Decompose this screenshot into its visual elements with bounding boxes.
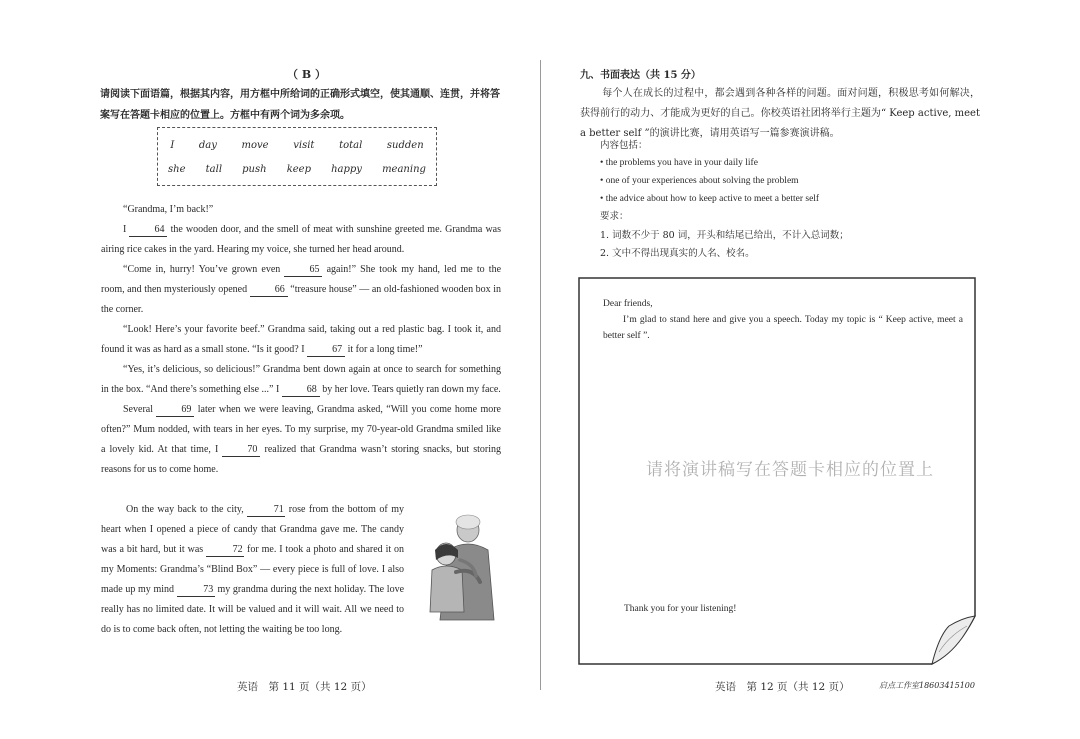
answer-sheet-notice: 请将演讲稿写在答题卡相应的位置上 <box>646 460 934 480</box>
blank-73: 73 <box>177 584 215 597</box>
grandma-hug-illustration <box>418 512 498 622</box>
letter-opening-text: I’m glad to stand here and give you a speech. Today my topic is “ Keep active, meet a better self ”. <box>603 315 963 341</box>
blank-70: 70 <box>222 444 260 457</box>
passage-text: “treasure house” — an old-fashioned wooden box in the corner. <box>101 284 502 315</box>
passage-text: “Come in, hurry! You’ve grown even <box>123 264 281 275</box>
passage-text: it for a long time!” <box>347 344 423 355</box>
page-footer-left: 英语 第 11 页（共 12 页） <box>237 681 372 693</box>
passage-text: by her love. Tears quietly ran down my face. <box>322 384 501 395</box>
passage-text: again!” She took my hand, led me to the room, and then mysteriously opened <box>101 264 502 295</box>
word-bank-word: sudden <box>386 140 424 151</box>
requirements-label: 要求： <box>600 211 629 222</box>
word-bank-word: tall <box>205 164 223 175</box>
blank-68: 68 <box>282 384 320 397</box>
blank-72: 72 <box>206 544 244 557</box>
content-bullet: • one of your experiences about solving the problem <box>600 176 799 186</box>
cloze-passage <box>101 200 501 480</box>
passage-paragraph <box>101 500 404 640</box>
letter-opening <box>603 312 963 344</box>
writing-intro <box>580 84 980 144</box>
passage-text: “Look! Here’s your favorite beef.” Grandma said, taking out a red plastic bag. I took it, and found it was as hard as a small stone. “Is it good? I <box>101 324 501 355</box>
passage-text: rose from the bottom of my heart when I opened a piece of candy that Grandma gave me. The candy was a bit hard, but it was <box>101 504 405 555</box>
passage-text: my grandma during the next holiday. The love really has no limited date. It will be valued and it will wait. All we need to do is to come back often, not letting the waiting be too long. <box>101 584 405 635</box>
word-bank-row-1 <box>158 140 436 151</box>
requirement-item: 1. 词数不少于 80 词，开头和结尾已给出，不计入总词数； <box>600 230 849 241</box>
passage-paragraph <box>101 320 501 360</box>
section-b-title: （ B ） <box>287 68 326 81</box>
letter-greeting: Dear friends, <box>603 299 653 309</box>
blank-69: 69 <box>156 404 194 417</box>
blank-66: 66 <box>250 284 288 297</box>
passage-final-paragraph <box>101 500 404 640</box>
word-bank-box <box>157 127 437 186</box>
word-bank-word: happy <box>331 164 362 175</box>
content-bullet: • the problems you have in your daily life <box>600 158 758 168</box>
passage-text: the wooden door, and the smell of meat with sunshine greeted me. Grandma was airing rice cakes in the yard. Hearing my voice, she turned her head around. <box>101 224 501 255</box>
passage-paragraph: “Grandma, I’m back!” <box>123 204 214 215</box>
word-bank-word: she <box>168 164 186 175</box>
passage-text: realized that Grandma wasn’t storing snacks, but storing reasons for us to come home. <box>101 444 501 475</box>
word-bank-word: move <box>241 140 269 151</box>
passage-text: Several <box>123 404 153 415</box>
content-label: 内容包括： <box>600 140 648 151</box>
passage-text: I <box>123 224 127 235</box>
blank-64: 64 <box>129 224 167 237</box>
passage-text: later when we were leaving, Grandma asked, “Will you come home more often?” Mum nodded, with tears in her eyes. To my surprise, my 70-year-old Grandma smiled like a lovely kid. At that time, I <box>101 404 502 455</box>
passage-text: for me. I took a photo and shared it on my Moments: Grandma’s “Blind Box” — every piece is full of love. I also made up my mind <box>101 544 405 595</box>
requirement-item: 2. 文中不得出现真实的人名、校名。 <box>600 248 755 259</box>
passage-paragraph <box>101 360 501 400</box>
content-bullet: • the advice about how to keep active to meet a better self <box>600 194 820 204</box>
blank-67: 67 <box>307 344 345 357</box>
page-divider <box>540 60 541 690</box>
word-bank-word: day <box>198 140 217 151</box>
studio-credit: 启点工作室18603415100 <box>879 681 975 690</box>
word-bank-word: meaning <box>382 164 426 175</box>
passage-paragraph <box>101 220 501 260</box>
cloze-instruction: 请阅读下面语篇，根据其内容，用方框中所给词的正确形式填空，使其通顺、连贯，并将答案写在答题卡相应的位置上。方框中有两个词为多余项。 <box>100 89 500 121</box>
word-bank-word: total <box>339 140 363 151</box>
passage-text: “Yes, it’s delicious, so delicious!” Grandma bent down again at once to search for something in the box. “And there’s something else ...” I <box>101 364 501 395</box>
blank-65: 65 <box>284 264 322 277</box>
page-footer-right: 英语 第 12 页（共 12 页） <box>715 681 850 693</box>
writing-intro-text: 每个人在成长的过程中，都会遇到各种各样的问题。面对问题，积极思考如何解决，获得前行的动力、才能成为更好的自己。你校英语社团将举行主题为“ Keep active, meet a better self ”的演讲比赛，请用英语写一篇参赛演讲稿。 <box>580 88 980 139</box>
word-bank-word: visit <box>293 140 315 151</box>
word-bank-row-2 <box>158 164 436 175</box>
word-bank-word: I <box>170 140 175 151</box>
blank-71: 71 <box>247 504 285 517</box>
word-bank-word: push <box>242 164 267 175</box>
passage-text: On the way back to the city, <box>126 504 244 515</box>
word-bank-word: keep <box>286 164 311 175</box>
passage-paragraph <box>101 400 501 480</box>
passage-paragraph <box>101 260 501 320</box>
letter-closing: Thank you for your listening! <box>624 604 737 614</box>
writing-section-title: 九、书面表达（共 15 分） <box>580 70 701 81</box>
